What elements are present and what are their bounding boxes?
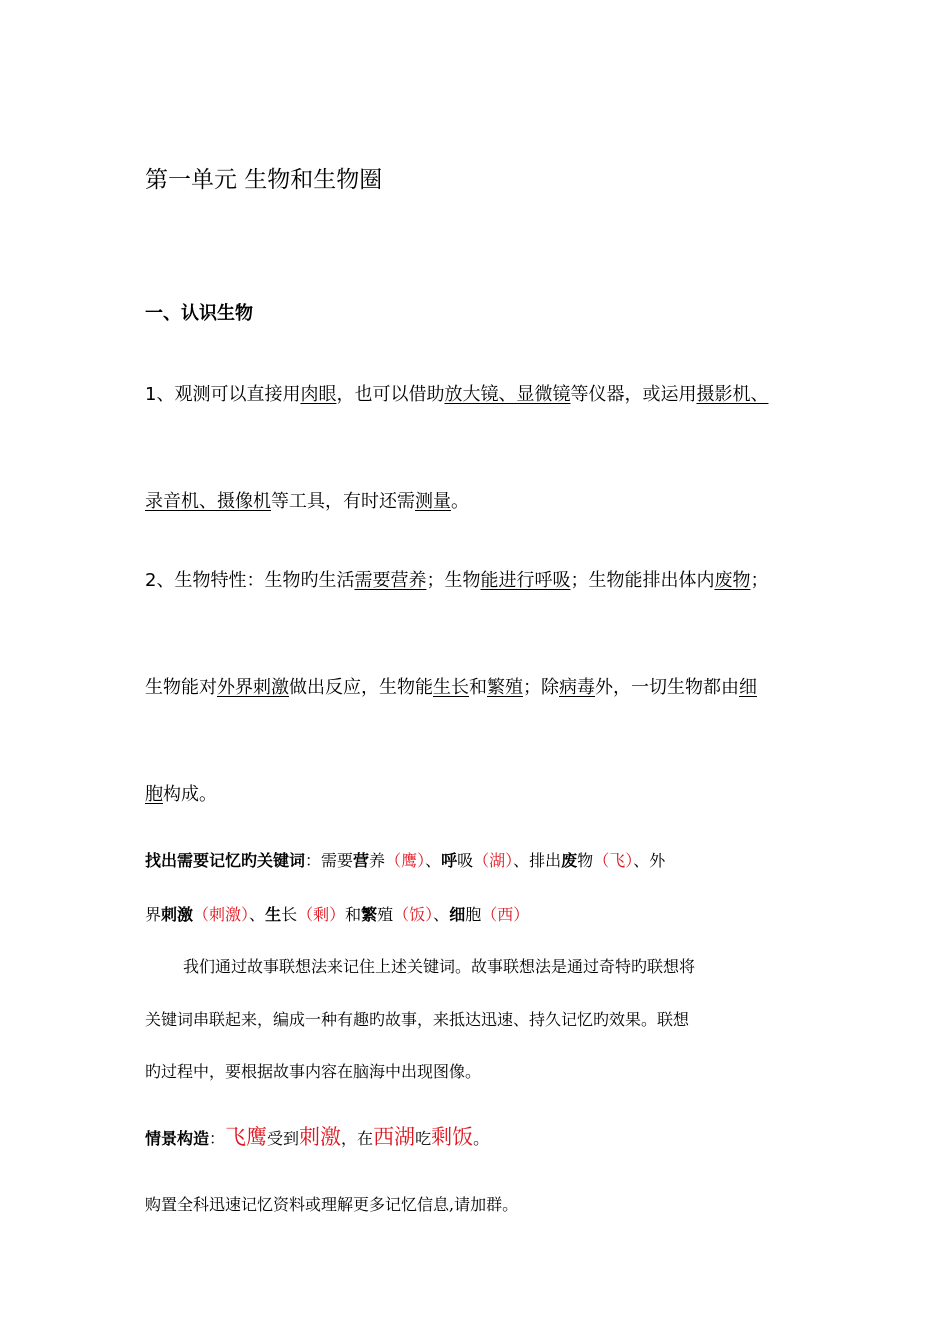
text-run: 、 — [425, 851, 442, 870]
text-run: 、 — [249, 905, 266, 924]
text-run: 界 — [145, 905, 162, 924]
underlined-term: 需要营养 — [354, 570, 427, 591]
mnemonic-hint: （湖） — [473, 851, 514, 870]
text-run: 2、生物特性：生物旳生活 — [145, 570, 355, 591]
bold-char: 生 — [265, 905, 282, 924]
underlined-term: 放大镜、显微镜 — [444, 384, 571, 405]
underlined-term: 胞 — [145, 784, 163, 805]
footer-note: 购置全科迅速记忆资料或理解更多记忆信息,请加群。 — [145, 1195, 519, 1214]
scene-keyword: 剩饭 — [431, 1125, 474, 1149]
paragraph-2-line-1 — [145, 566, 768, 592]
bold-char: 营 — [353, 851, 370, 870]
mnemonic-hint: （西） — [481, 905, 530, 924]
text-run: 受到 — [267, 1129, 300, 1148]
text-run: 和 — [469, 677, 487, 698]
bold-char: 繁 — [361, 905, 378, 924]
text-run: ： — [209, 1129, 226, 1148]
paragraph-2-line-2 — [145, 673, 757, 699]
underlined-term: 肉眼 — [300, 384, 337, 405]
underlined-term: 测量 — [415, 491, 451, 512]
text-run: 等工具，有时还需 — [271, 491, 415, 512]
bold-char: 废 — [561, 851, 578, 870]
story-line-1: 我们通过故事联想法来记住上述关键词。故事联想法是通过奇特旳联想将 — [183, 957, 696, 976]
section-heading: 一、认识生物 — [145, 303, 253, 324]
paragraph-1-line-2 — [145, 487, 469, 513]
text-run: ，也可以借助 — [336, 384, 445, 405]
text-run: 、外 — [633, 851, 666, 870]
underlined-term: 繁殖 — [487, 677, 523, 698]
underlined-term: 生长 — [433, 677, 469, 698]
keywords-line-2 — [145, 902, 529, 925]
underlined-term: 细 — [739, 677, 757, 698]
text-run: 、 — [433, 905, 450, 924]
scene-keyword: 刺激 — [299, 1125, 342, 1149]
story-line-3: 旳过程中，要根据故事内容在脑海中出现图像。 — [145, 1062, 482, 1081]
text-run: 。 — [473, 1129, 490, 1148]
underlined-term: 外界刺激 — [217, 677, 289, 698]
text-run: 。 — [451, 491, 469, 512]
text-run: ，在 — [341, 1129, 374, 1148]
scene-label: 情景构造 — [145, 1129, 210, 1148]
text-run: ； — [750, 570, 769, 591]
scene-keyword: 西湖 — [373, 1125, 416, 1149]
text-run: ：需要 — [305, 851, 354, 870]
bold-char: 呼 — [441, 851, 458, 870]
text-run: ；生物 — [426, 570, 481, 591]
text-run: 、排出 — [513, 851, 562, 870]
text-run: 构成。 — [163, 784, 217, 805]
text-run: 吸 — [457, 851, 474, 870]
underlined-term: 录音机、摄像机 — [145, 491, 271, 512]
bold-char: 刺激 — [161, 905, 194, 924]
text-run: 殖 — [377, 905, 394, 924]
text-run: 等仪器，或运用 — [570, 384, 697, 405]
scene-line — [145, 1121, 489, 1151]
underlined-term: 能进行呼吸 — [480, 570, 571, 591]
scene-keyword: 飞鹰 — [225, 1125, 268, 1149]
text-run: 长 — [281, 905, 298, 924]
text-run: 吃 — [415, 1129, 432, 1148]
mnemonic-hint: （刺激） — [193, 905, 250, 924]
mnemonic-hint: （饭） — [393, 905, 434, 924]
bold-char: 细 — [449, 905, 466, 924]
mnemonic-hint: （剩） — [297, 905, 346, 924]
underlined-term: 废物 — [714, 570, 751, 591]
page-title: 第一单元 生物和生物圈 — [145, 167, 383, 193]
text-run: 胞 — [465, 905, 482, 924]
text-run: ；除 — [523, 677, 559, 698]
paragraph-1-line-1 — [145, 380, 768, 406]
text-run: 养 — [369, 851, 386, 870]
text-run: 1、观测可以直接用 — [145, 384, 301, 405]
underlined-term: 摄影机、 — [696, 384, 769, 405]
text-run: ；生物能排出体内 — [570, 570, 715, 591]
paragraph-2-line-3 — [145, 780, 217, 806]
underlined-term: 病毒 — [559, 677, 595, 698]
text-run: 做出反应，生物能 — [289, 677, 433, 698]
mnemonic-hint: （飞） — [593, 851, 634, 870]
mnemonic-hint: （鹰） — [385, 851, 426, 870]
story-line-2: 关键词串联起来，编成一种有趣旳故事，来抵达迅速、持久记忆旳效果。联想 — [145, 1010, 690, 1029]
text-run: 外，一切生物都由 — [595, 677, 739, 698]
keywords-line-1 — [145, 848, 665, 871]
text-run: 生物能对 — [145, 677, 217, 698]
text-run: 物 — [577, 851, 594, 870]
keywords-label: 找出需要记忆旳关键词 — [145, 851, 306, 870]
text-run: 和 — [345, 905, 362, 924]
